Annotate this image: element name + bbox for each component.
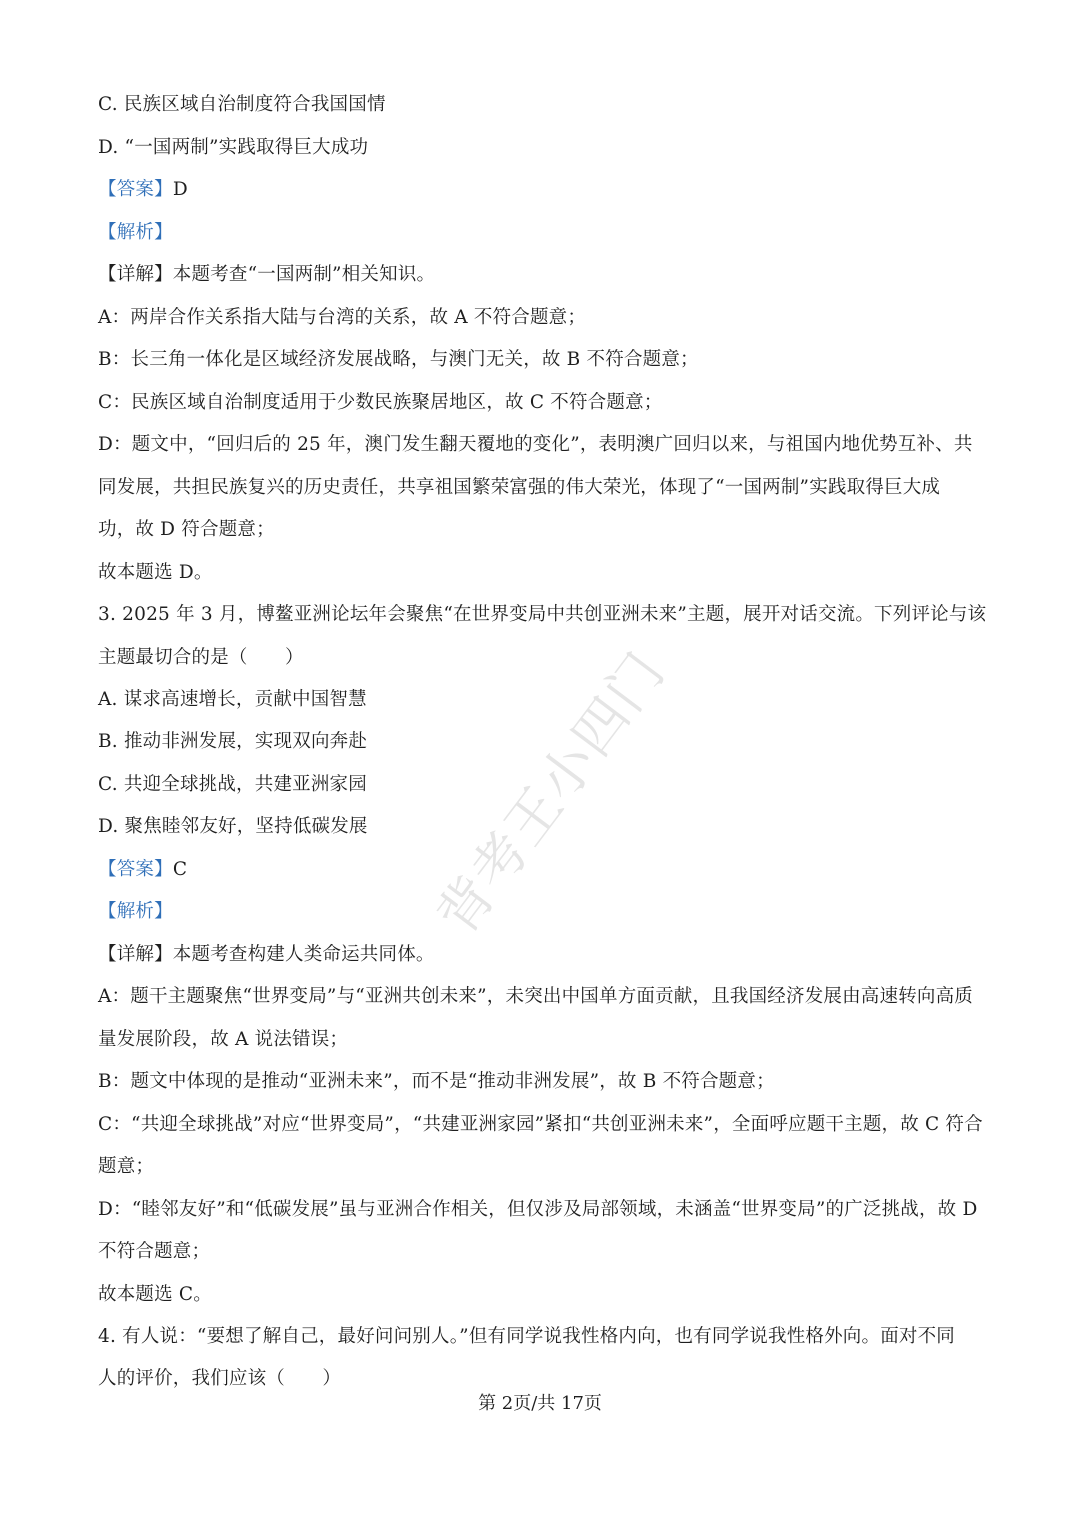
q3-analysis-a-line-1: A：题干主题聚焦“世界变局”与“亚洲共创未来”，未突出中国单方面贡献，且我国经济发展由高速转向高质 (98, 986, 973, 1007)
q3-option-a: A. 谋求高速增长，贡献中国智慧 (98, 689, 367, 710)
q3-analysis-b: B：题文中体现的是推动“亚洲未来”，而不是“推动非洲发展”，故 B 不符合题意； (98, 1071, 775, 1092)
q2-analysis-d-line-2: 同发展，共担民族复兴的历史责任，共享祖国繁荣富强的伟大荣光，体现了“一国两制”实践取得巨大成 (98, 477, 941, 498)
answer-tag: 【答案】 (98, 179, 173, 200)
q3-detail: 【详解】本题考查构建人类命运共同体。 (98, 944, 435, 965)
q2-analysis-c: C：民族区域自治制度适用于少数民族聚居地区，故 C 不符合题意； (98, 392, 663, 413)
q2-analysis-b: B：长三角一体化是区域经济发展战略，与澳门无关，故 B 不符合题意； (98, 349, 699, 370)
q2-option-c: C. 民族区域自治制度符合我国国情 (98, 94, 386, 115)
answer-value: D (172, 179, 188, 200)
q3-stem-line-2: 主题最切合的是（ ） (98, 647, 304, 668)
watermark-text: 背考王小四门 (424, 639, 678, 947)
q3-option-b: B. 推动非洲发展，实现双向奔赴 (98, 731, 368, 752)
answer-tag: 【答案】 (98, 859, 173, 880)
q3-conclusion: 故本题选 C。 (98, 1284, 212, 1305)
q2-analysis-tag: 【解析】 (98, 222, 173, 243)
q3-analysis-tag: 【解析】 (98, 901, 173, 922)
q2-option-d: D. “一国两制”实践取得巨大成功 (98, 137, 369, 158)
q3-option-c: C. 共迎全球挑战，共建亚洲家园 (98, 774, 367, 795)
page-number-footer: 第 2页/共 17页 (478, 1393, 602, 1414)
q2-analysis-d-line-1: D：题文中，“回归后的 25 年，澳门发生翻天覆地的变化”，表明澳广回归以来，与祖国内地优势互补、共 (98, 434, 973, 455)
q2-detail: 【详解】本题考查“一国两制”相关知识。 (98, 264, 436, 285)
q3-analysis-c-line-2: 题意； (98, 1156, 155, 1177)
q2-conclusion: 故本题选 D。 (98, 562, 213, 583)
q3-analysis-d-line-2: 不符合题意； (98, 1241, 211, 1262)
q3-option-d: D. 聚焦睦邻友好，坚持低碳发展 (98, 816, 368, 837)
q4-stem-line-2: 人的评价，我们应该（ ） (98, 1368, 342, 1389)
q3-answer-line (98, 858, 988, 882)
q3-stem-line-1: 3. 2025 年 3 月，博鳌亚洲论坛年会聚焦“在世界变局中共创亚洲未来”主题，展开对话交流。下列评论与该 (98, 604, 987, 625)
answer-value: C (172, 859, 188, 880)
q3-analysis-a-line-2: 量发展阶段，故 A 说法错误； (98, 1029, 349, 1050)
q3-analysis-d-line-1: D：“睦邻友好”和“低碳发展”虽与亚洲合作相关，但仅涉及局部领域，未涵盖“世界变局”的广泛挑战，故 D (98, 1199, 978, 1220)
q2-analysis-a: A：两岸合作关系指大陆与台湾的关系，故 A 不符合题意； (98, 307, 587, 328)
q3-analysis-c-line-1: C：“共迎全球挑战”对应“世界变局”，“共建亚洲家园”紧扣“共创亚洲未来”，全面呼应题干主题，故 C 符合 (98, 1114, 983, 1135)
q4-stem-line-1: 4. 有人说：“要想了解自己，最好问问别人。”但有同学说我性格内向，也有同学说我性格外向。面对不同 (98, 1326, 956, 1347)
q2-analysis-d-line-3: 功，故 D 符合题意； (98, 519, 275, 540)
q2-answer-line (98, 178, 988, 202)
